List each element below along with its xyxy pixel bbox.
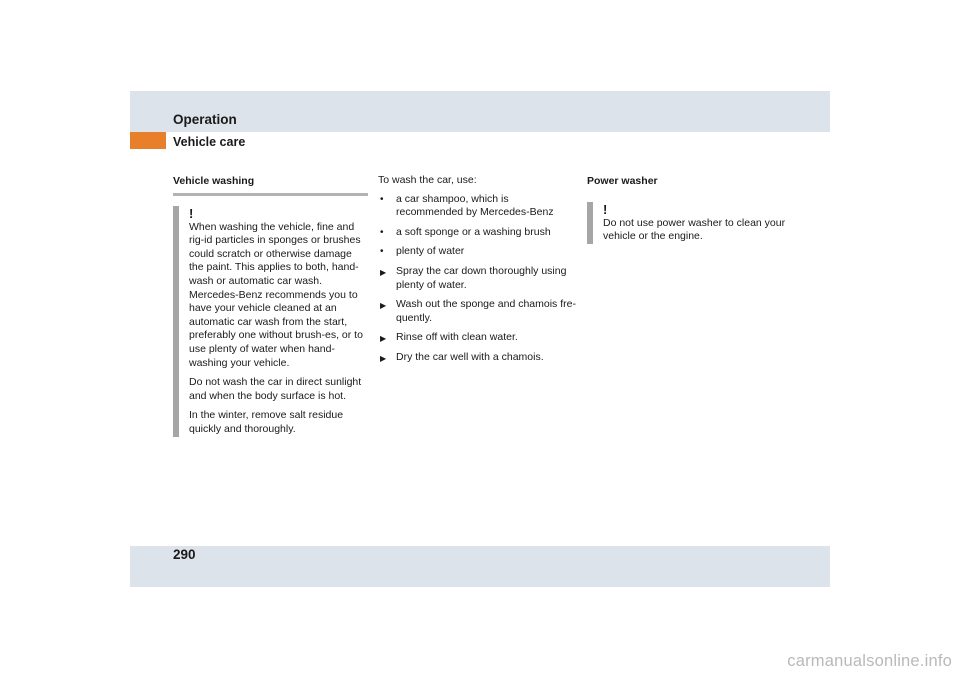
power-washer-heading: Power washer [587,175,658,187]
section-accent-tab [130,132,166,149]
step-arrow-icon: ▶ [380,301,387,311]
heading-rule [173,193,368,196]
list-item-text: a car shampoo, which is recommended by Mercedes-Benz [396,192,554,219]
notice-paragraph: In the winter, remove salt residue quickly and thoroughly. [189,409,344,435]
list-item [378,226,578,240]
list-item [378,245,578,259]
list-item [378,265,578,292]
list-item [378,351,578,365]
step-arrow-icon: ▶ [380,267,387,277]
notice-paragraph: Do not use power washer to clean your vehicle or the engine. [603,216,786,243]
list-item [378,193,578,220]
washing-caution-notice [173,206,368,437]
exclamation-icon: ! [189,205,194,221]
column-power-washer [587,174,787,244]
list-item-text: a soft sponge or a washing brush [396,225,551,238]
bullet-icon: • [380,226,384,238]
notice-bar [587,202,593,244]
list-item [378,298,578,325]
list-item [378,331,578,345]
list-item-text: Spray the car down thoroughly using plenty of water. [396,264,567,291]
section-title: Operation [173,112,237,127]
washing-intro: To wash the car, use: [378,174,477,186]
notice-bar [173,206,179,437]
notice-paragraph: Do not wash the car in direct sunlight and when the body surface is hot. [189,376,362,402]
vehicle-washing-heading: Vehicle washing [173,175,255,187]
subsection-title: Vehicle care [173,135,246,149]
notice-paragraph: When washing the vehicle, fine and rig-id particles in sponges or brushes could scratch or otherwise damage the paint. This applies to both, hand-wash or automatic car wash. Mercedes-Benz recommends you to have your vehicle cleaned at an automatic car wash from the start, preferably one without brush-es, or to use plenty of water when hand-washing your vehicle. [189,220,363,369]
step-arrow-icon: ▶ [380,334,387,344]
column-vehicle-washing [173,174,368,437]
column-washing-steps [378,174,578,371]
power-washer-notice [587,202,787,244]
step-arrow-icon: ▶ [380,353,387,363]
list-item-text: Rinse off with clean water. [396,331,518,344]
washing-list [378,193,578,365]
watermark: carmanualsonline.info [787,652,952,670]
footer-band [130,546,830,587]
page-number: 290 [173,547,196,562]
list-item-text: Dry the car well with a chamois. [396,350,544,363]
list-item-text: Wash out the sponge and chamois fre-quently. [396,298,576,324]
bullet-icon: • [380,246,384,258]
bullet-icon: • [380,193,384,205]
exclamation-icon: ! [603,201,608,217]
list-item-text: plenty of water [396,245,465,258]
